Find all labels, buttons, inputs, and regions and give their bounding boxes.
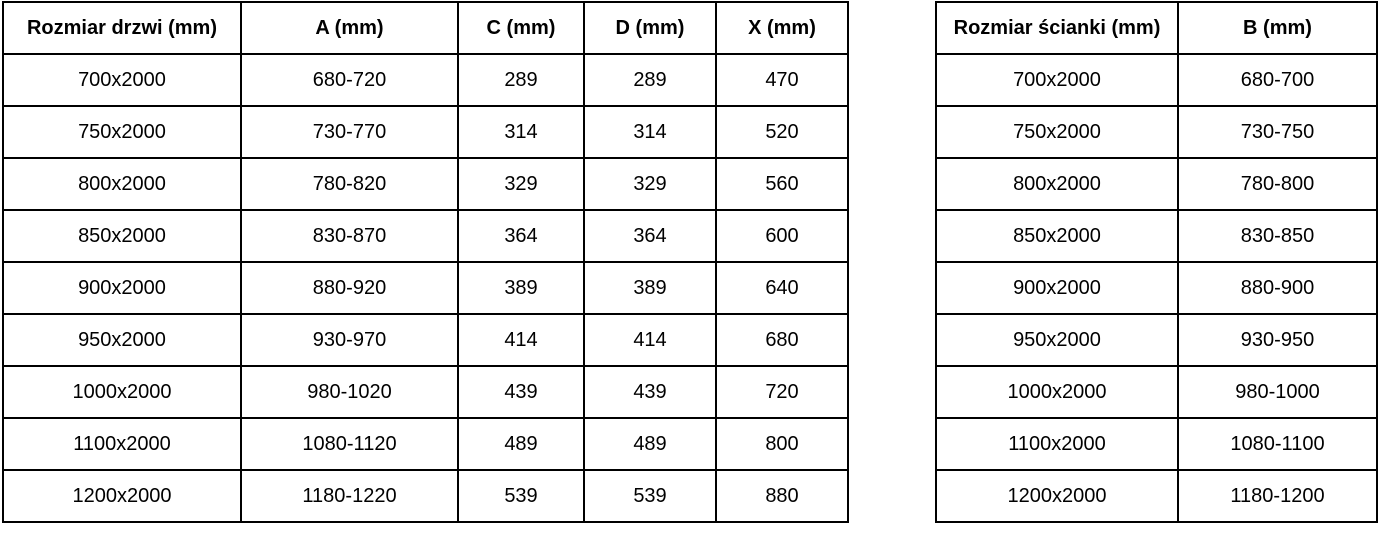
table-cell: 289 — [584, 54, 716, 106]
table-cell: 900x2000 — [3, 262, 241, 314]
table-row — [936, 54, 1377, 106]
column-header: A (mm) — [241, 2, 458, 54]
table-cell: 539 — [584, 470, 716, 522]
header-row — [936, 2, 1377, 54]
table-row — [936, 210, 1377, 262]
table-cell: 640 — [716, 262, 848, 314]
table-cell: 389 — [584, 262, 716, 314]
table-row — [936, 470, 1377, 522]
table-cell: 800 — [716, 418, 848, 470]
table-cell: 314 — [458, 106, 584, 158]
table-cell: 950x2000 — [3, 314, 241, 366]
table-row — [936, 158, 1377, 210]
table-cell: 470 — [716, 54, 848, 106]
column-header: X (mm) — [716, 2, 848, 54]
wall-size-table — [935, 1, 1378, 523]
table-cell: 539 — [458, 470, 584, 522]
table-cell: 560 — [716, 158, 848, 210]
table-cell: 730-750 — [1178, 106, 1377, 158]
table-cell: 680 — [716, 314, 848, 366]
table-row — [3, 314, 848, 366]
table-cell: 1000x2000 — [936, 366, 1178, 418]
table-cell: 489 — [584, 418, 716, 470]
table-row — [3, 418, 848, 470]
table-cell: 850x2000 — [3, 210, 241, 262]
table-row — [936, 262, 1377, 314]
table-cell: 850x2000 — [936, 210, 1178, 262]
table-row — [936, 418, 1377, 470]
column-header: Rozmiar ścianki (mm) — [936, 2, 1178, 54]
table-row — [3, 262, 848, 314]
table-cell: 489 — [458, 418, 584, 470]
table-row — [936, 366, 1377, 418]
table-row — [3, 470, 848, 522]
table-cell: 980-1020 — [241, 366, 458, 418]
table-cell: 680-720 — [241, 54, 458, 106]
table-cell: 800x2000 — [936, 158, 1178, 210]
table-cell: 930-970 — [241, 314, 458, 366]
table-cell: 830-870 — [241, 210, 458, 262]
table-cell: 900x2000 — [936, 262, 1178, 314]
table-cell: 329 — [458, 158, 584, 210]
table-cell: 800x2000 — [3, 158, 241, 210]
table-cell: 880-920 — [241, 262, 458, 314]
table-cell: 950x2000 — [936, 314, 1178, 366]
table-cell: 1200x2000 — [3, 470, 241, 522]
table-cell: 600 — [716, 210, 848, 262]
table-cell: 730-770 — [241, 106, 458, 158]
table-cell: 329 — [584, 158, 716, 210]
table-cell: 750x2000 — [936, 106, 1178, 158]
table-cell: 364 — [584, 210, 716, 262]
table-cell: 1180-1200 — [1178, 470, 1377, 522]
table-cell: 680-700 — [1178, 54, 1377, 106]
table-cell: 980-1000 — [1178, 366, 1377, 418]
table-cell: 930-950 — [1178, 314, 1377, 366]
table-row — [936, 314, 1377, 366]
table-cell: 700x2000 — [3, 54, 241, 106]
table-row — [3, 366, 848, 418]
table-cell: 880 — [716, 470, 848, 522]
table-cell: 414 — [584, 314, 716, 366]
door-size-table — [2, 1, 849, 523]
table-cell: 1180-1220 — [241, 470, 458, 522]
table-cell: 720 — [716, 366, 848, 418]
table-cell: 520 — [716, 106, 848, 158]
table-cell: 750x2000 — [3, 106, 241, 158]
table-row — [3, 106, 848, 158]
table-cell: 439 — [458, 366, 584, 418]
table-cell: 830-850 — [1178, 210, 1377, 262]
table-row — [3, 54, 848, 106]
table-cell: 780-820 — [241, 158, 458, 210]
table-cell: 439 — [584, 366, 716, 418]
table-cell: 289 — [458, 54, 584, 106]
table-cell: 389 — [458, 262, 584, 314]
column-header: C (mm) — [458, 2, 584, 54]
table-cell: 700x2000 — [936, 54, 1178, 106]
table-cell: 1080-1100 — [1178, 418, 1377, 470]
table-row — [3, 158, 848, 210]
column-header: B (mm) — [1178, 2, 1377, 54]
table-cell: 1100x2000 — [936, 418, 1178, 470]
table-cell: 780-800 — [1178, 158, 1377, 210]
table-cell: 1000x2000 — [3, 366, 241, 418]
table-row — [936, 106, 1377, 158]
table-row — [3, 210, 848, 262]
column-header: D (mm) — [584, 2, 716, 54]
table-cell: 364 — [458, 210, 584, 262]
column-header: Rozmiar drzwi (mm) — [3, 2, 241, 54]
table-cell: 1080-1120 — [241, 418, 458, 470]
header-row — [3, 2, 848, 54]
table-cell: 1200x2000 — [936, 470, 1178, 522]
table-cell: 880-900 — [1178, 262, 1377, 314]
table-cell: 414 — [458, 314, 584, 366]
table-cell: 1100x2000 — [3, 418, 241, 470]
table-cell: 314 — [584, 106, 716, 158]
